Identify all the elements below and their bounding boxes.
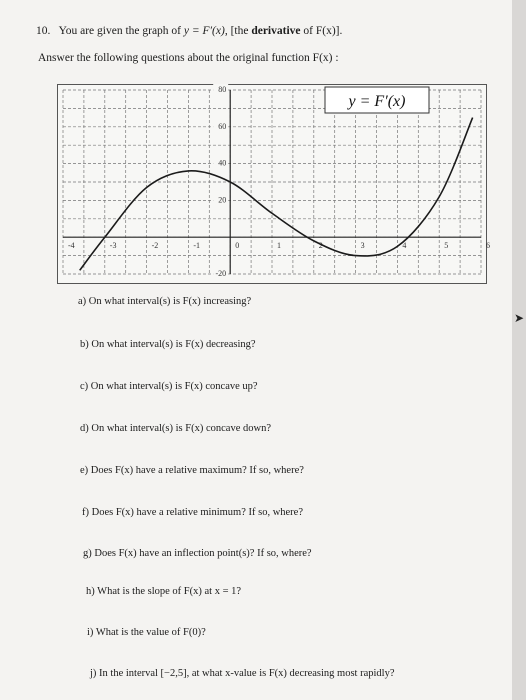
x-tick-label: -1 [193, 241, 201, 251]
x-tick-label: 1 [277, 241, 281, 251]
question-i: i) What is the value of F(0)? [87, 627, 206, 638]
problem-number: 10. [36, 25, 51, 37]
question-d: d) On what interval(s) is F(x) concave down? [80, 423, 271, 434]
x-tick-label: 4 [402, 241, 407, 251]
background-edge [512, 0, 526, 700]
curve-label: y = F′(x) [348, 93, 406, 110]
problem-function: y = F′(x) [183, 25, 225, 37]
x-tick-label: 0 [235, 241, 240, 251]
question-j: j) In the interval [−2,5], at what x-value is F(x) decreasing most rapidly? [90, 668, 395, 679]
y-tick-label: 40 [218, 158, 227, 168]
y-tick-label: 60 [218, 121, 227, 131]
x-tick-label: -2 [151, 241, 159, 251]
x-tick-label: 3 [360, 241, 365, 251]
derivative-graph [57, 84, 490, 284]
question-h: h) What is the slope of F(x) at x = 1? [86, 586, 242, 597]
problem-intro: You are given the graph of [58, 25, 182, 37]
y-tick-label: 80 [218, 85, 227, 94]
problem-heading [36, 25, 342, 37]
mouse-cursor-icon: ➤ [514, 311, 525, 325]
problem-instruction: Answer the following questions about the original function F(x) : [38, 52, 339, 64]
question-g: g) Does F(x) have an inflection point(s)? If so, where? [83, 548, 312, 559]
x-tick-label: -3 [109, 241, 117, 251]
x-tick-label: 5 [444, 241, 449, 251]
question-f: f) Does F(x) have a relative minimum? If so, where? [82, 507, 304, 518]
y-tick-label: -20 [215, 269, 227, 278]
x-tick-label: 2 [318, 241, 323, 251]
question-b: b) On what interval(s) is F(x) decreasing? [80, 339, 256, 350]
question-a: a) On what interval(s) is F(x) increasing? [78, 296, 252, 307]
bracket-bold: derivative [251, 25, 301, 37]
x-tick-label: 6 [486, 241, 490, 251]
bracket-pre: , [the [224, 25, 249, 37]
x-tick-label: -4 [68, 241, 75, 251]
question-c: c) On what interval(s) is F(x) concave up? [80, 381, 258, 392]
y-tick-label: 20 [218, 195, 227, 205]
bracket-post: of F(x)]. [303, 25, 343, 37]
graph-frame [58, 85, 487, 284]
question-e: e) Does F(x) have a relative maximum? If so, where? [80, 465, 304, 476]
